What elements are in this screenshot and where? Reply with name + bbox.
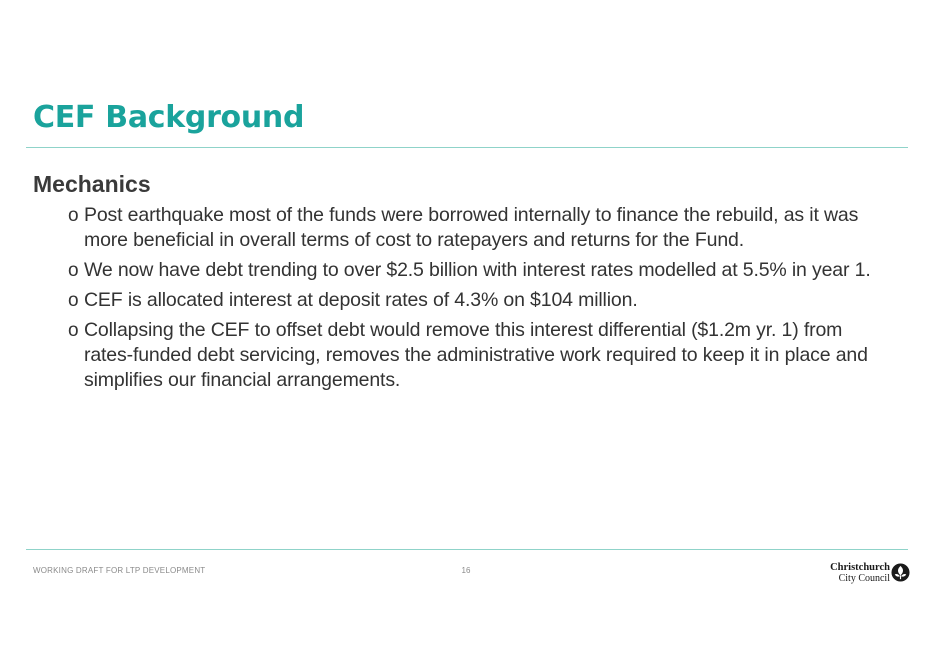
bullet-marker: o (68, 205, 79, 226)
logo-text (830, 562, 890, 584)
bullet-text: Post earthquake most of the funds were borrowed internally to finance the rebuild, as it was more beneficial in overall terms of cost to ratepayers and returns for the Fund. (84, 204, 859, 251)
council-logo (826, 562, 910, 584)
bullet-marker: o (68, 260, 79, 281)
bullet-text: Collapsing the CEF to offset debt would remove this interest differential ($1.2m yr. 1) from rates-funded debt servicing, removes the administrative work required to keep it in place and simplifies our financial arrangements. (84, 319, 868, 391)
logo-line-1: Christchurch (830, 562, 890, 573)
page-number: 16 (461, 566, 471, 575)
slide-title: CEF Background (33, 100, 305, 135)
bullet-text: We now have debt trending to over $2.5 billion with interest rates modelled at 5.5% in year 1. (84, 259, 871, 281)
bullet-item (66, 318, 896, 393)
bullet-marker: o (68, 320, 79, 341)
bullet-list (66, 203, 896, 398)
footer-divider (26, 549, 908, 550)
bullet-marker: o (68, 290, 79, 311)
bullet-text: CEF is allocated interest at deposit rates of 4.3% on $104 million. (84, 289, 638, 311)
section-heading: Mechanics (33, 171, 151, 197)
bullet-item (66, 288, 896, 313)
bullet-item (66, 203, 896, 253)
bullet-item (66, 258, 896, 283)
christchurch-leaf-icon (891, 563, 910, 582)
logo-line-2: City Council (838, 573, 890, 584)
footer-draft-note: WORKING DRAFT FOR LTP DEVELOPMENT (33, 566, 206, 575)
title-divider (26, 147, 908, 148)
